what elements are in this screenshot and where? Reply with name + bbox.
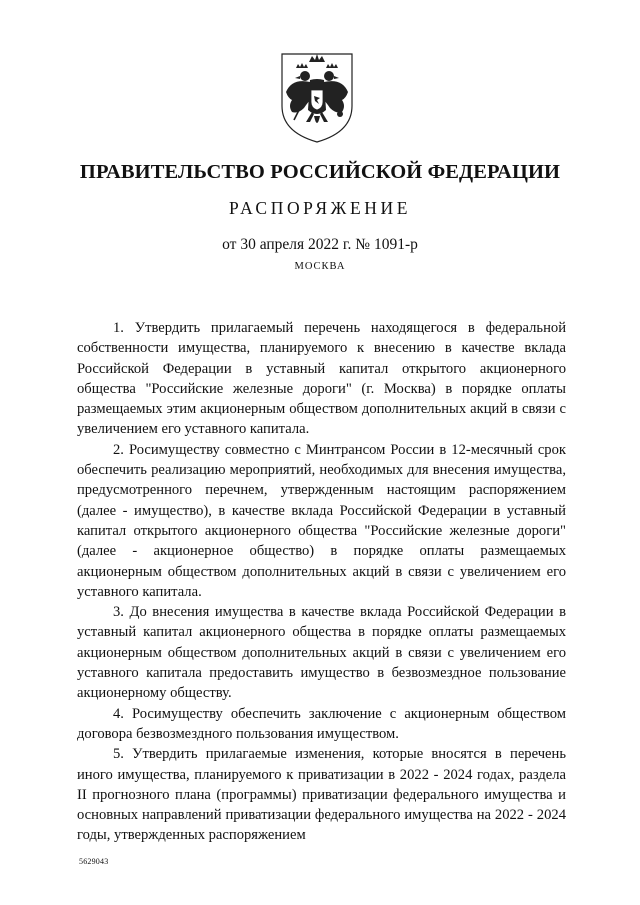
paragraph-5: 5. Утвердить прилагаемые изменения, которые вносятся в перечень иного имущества, планируемого к приватизации в 2022 - 2024 годах, раздела II прогнозного плана (программы) приватизации федерального имущества и основных направлений приватизации федерального имущества на 2022 - 2024 годы, утвержденных распоряжением xyxy=(77,746,566,844)
paragraph-2: 2. Росимуществу совместно с Минтрансом России в 12-месячный срок обеспечить реализацию мероприятий, необходимых для внесения имущества, предусмотренного перечнем, утвержденным настоящим распоряжением (далее - имущество), в качестве вклада Российской Федерации в уставный капитал открытого акционерного общества "Российские железные дороги" (далее - акционерное общество) в порядке оплаты размещаемых акционерным обществом дополнительных акций в связи с увеличением его уставного капитала. xyxy=(77,441,566,600)
russian-coat-of-arms-icon xyxy=(272,48,362,146)
paragraph-1: 1. Утвердить прилагаемый перечень находящегося в федеральной собственности имущества, планируемого к внесению в качестве вклада Российской Федерации в уставный капитал открытого акционерного общества "Российские железные дороги" (г. Москва) в порядке оплаты размещаемых этим акционерным обществом дополнительных акций в связи с увеличением его уставного капитала. xyxy=(77,320,566,438)
paragraph-4: 4. Росимуществу обеспечить заключение с акционерным обществом договора безвозмездного пользования имуществом. xyxy=(77,705,566,742)
document-type: РАСПОРЯЖЕНИЕ xyxy=(228,198,412,218)
document-date-number: от 30 апреля 2022 г. № 1091-р xyxy=(222,236,418,253)
page-title: ПРАВИТЕЛЬСТВО РОССИЙСКОЙ ФЕДЕРАЦИИ xyxy=(79,161,561,183)
document-city: МОСКВА xyxy=(294,261,346,272)
document-body xyxy=(77,318,566,846)
paragraph-3: 3. До внесения имущества в качестве вклада Российской Федерации в уставный капитал акционерного общества в порядке оплаты размещаемых акционерным обществом дополнительных акций в связи с увеличением его уставного капитала предоставить имущество в безвозмездное пользование акционерному обществу. xyxy=(77,604,566,702)
document-code: 5629043 xyxy=(79,857,109,866)
